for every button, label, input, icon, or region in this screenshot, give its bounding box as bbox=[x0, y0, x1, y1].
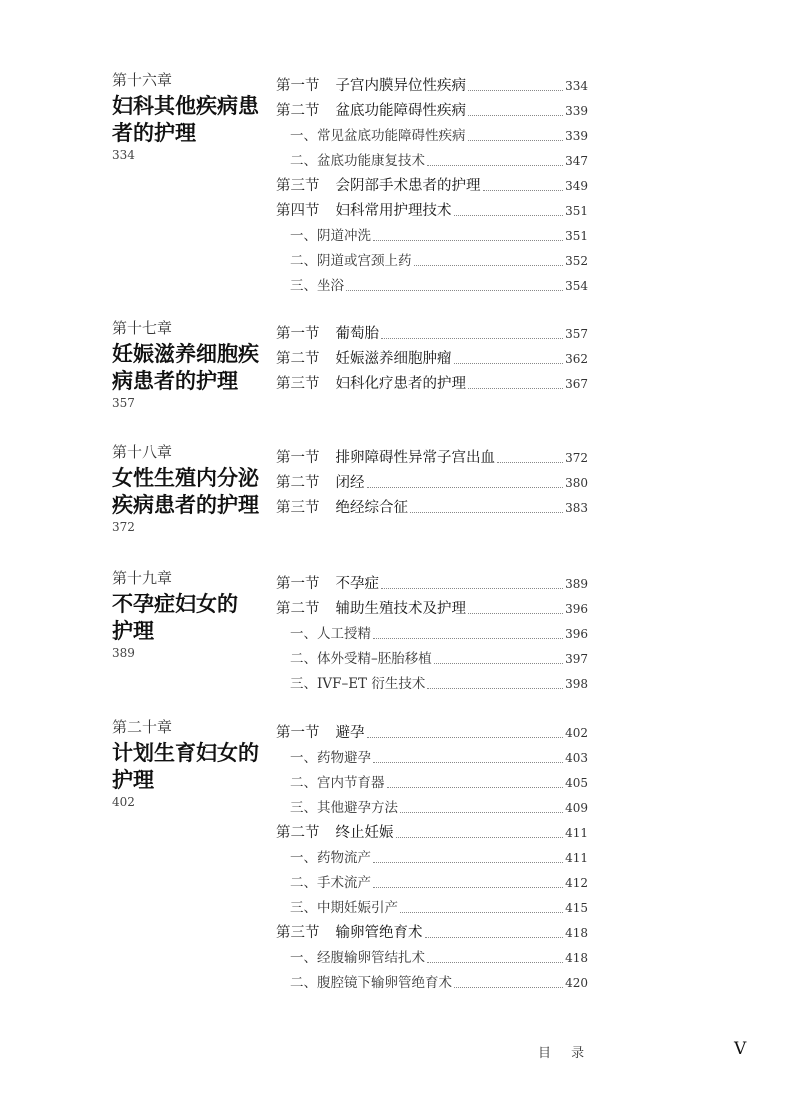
entry-title: 二、宫内节育器 bbox=[290, 775, 385, 791]
section-number: 第一节 bbox=[276, 78, 320, 94]
toc-subsection-entry[interactable] bbox=[276, 245, 588, 270]
entry-page-number: 351 bbox=[565, 204, 588, 218]
chapter-title-line: 护理 bbox=[112, 618, 154, 643]
chapter-start-page: 357 bbox=[112, 396, 135, 410]
section-number: 第二节 bbox=[276, 601, 320, 617]
chapter-number: 第十七章 bbox=[112, 319, 173, 337]
entry-page-number: 420 bbox=[565, 976, 588, 990]
toc-section-entry[interactable] bbox=[276, 343, 588, 368]
entry-page-number: 351 bbox=[565, 229, 588, 243]
toc-section-entry[interactable] bbox=[276, 817, 588, 842]
entry-title: 二、体外受精–胚胎移植 bbox=[290, 651, 432, 667]
entry-page-number: 339 bbox=[565, 129, 588, 143]
dot-leader bbox=[468, 140, 564, 141]
footer-section-label: 目 录 bbox=[538, 1046, 593, 1061]
toc-section-entry[interactable] bbox=[276, 70, 588, 95]
entry-page-number: 396 bbox=[565, 602, 588, 616]
toc-section-entry[interactable] bbox=[276, 717, 588, 742]
toc-section-entry[interactable] bbox=[276, 368, 588, 393]
chapter-entries bbox=[276, 442, 588, 517]
dot-leader bbox=[468, 115, 563, 116]
chapter-title-line: 计划生育妇女的 bbox=[112, 740, 259, 765]
section-number: 第一节 bbox=[276, 450, 320, 466]
entry-title: 一、药物流产 bbox=[290, 850, 371, 866]
toc-section-entry[interactable] bbox=[276, 170, 588, 195]
toc-subsection-entry[interactable] bbox=[276, 270, 588, 295]
section-number: 第二节 bbox=[276, 825, 320, 841]
entry-page-number: 396 bbox=[565, 627, 588, 641]
entry-title: 妇科化疗患者的护理 bbox=[335, 376, 466, 392]
chapter-title bbox=[112, 92, 272, 146]
entry-page-number: 372 bbox=[565, 451, 588, 465]
toc-section-entry[interactable] bbox=[276, 195, 588, 220]
entry-page-number: 409 bbox=[565, 801, 588, 815]
toc-subsection-entry[interactable] bbox=[276, 767, 588, 792]
chapter-title-line: 妊娠滋养细胞疾 bbox=[112, 341, 259, 366]
entry-title: 辅助生殖技术及护理 bbox=[335, 601, 466, 617]
dot-leader bbox=[414, 265, 564, 266]
section-number: 第二节 bbox=[276, 475, 320, 491]
section-number: 第二节 bbox=[276, 103, 320, 119]
dot-leader bbox=[454, 987, 563, 988]
toc-subsection-entry[interactable] bbox=[276, 618, 588, 643]
toc-subsection-entry[interactable] bbox=[276, 792, 588, 817]
entry-page-number: 383 bbox=[565, 501, 588, 515]
chapter-number: 第十六章 bbox=[112, 71, 173, 89]
toc-subsection-entry[interactable] bbox=[276, 120, 588, 145]
dot-leader bbox=[346, 290, 563, 291]
dot-leader bbox=[387, 787, 564, 788]
section-number: 第三节 bbox=[276, 376, 320, 392]
chapter-number: 第二十章 bbox=[112, 718, 173, 736]
entry-title: 不孕症 bbox=[335, 576, 379, 592]
toc-section-entry[interactable] bbox=[276, 442, 588, 467]
entry-page-number: 403 bbox=[565, 751, 588, 765]
toc-subsection-entry[interactable] bbox=[276, 742, 588, 767]
dot-leader bbox=[483, 190, 564, 191]
chapter-number: 第十八章 bbox=[112, 443, 173, 461]
toc-subsection-entry[interactable] bbox=[276, 842, 588, 867]
toc-section-entry[interactable] bbox=[276, 593, 588, 618]
chapter-title-line: 护理 bbox=[112, 767, 154, 792]
entry-title: 一、药物避孕 bbox=[290, 750, 371, 766]
chapter-title-line: 不孕症妇女的 bbox=[112, 591, 238, 616]
chapter-start-page: 372 bbox=[112, 520, 135, 534]
dot-leader bbox=[454, 215, 564, 216]
chapter-heading bbox=[112, 442, 272, 535]
entry-title: 闭经 bbox=[335, 475, 365, 491]
toc-subsection-entry[interactable] bbox=[276, 892, 588, 917]
toc-section-entry[interactable] bbox=[276, 467, 588, 492]
footer-page-number: V bbox=[734, 1039, 747, 1059]
toc-section-entry[interactable] bbox=[276, 568, 588, 593]
section-number: 第二节 bbox=[276, 351, 320, 367]
section-number: 第一节 bbox=[276, 576, 320, 592]
dot-leader bbox=[497, 462, 563, 463]
entry-page-number: 357 bbox=[565, 327, 588, 341]
chapter-title-line: 女性生殖内分泌 bbox=[112, 465, 259, 490]
entry-page-number: 412 bbox=[565, 876, 588, 890]
entry-title: 妇科常用护理技术 bbox=[335, 203, 452, 219]
entry-page-number: 389 bbox=[565, 577, 588, 591]
entry-page-number: 354 bbox=[565, 279, 588, 293]
dot-leader bbox=[373, 240, 563, 241]
toc-subsection-entry[interactable] bbox=[276, 145, 588, 170]
entry-title: 二、盆底功能康复技术 bbox=[290, 153, 425, 169]
chapter-heading bbox=[112, 70, 272, 163]
entry-title: 二、手术流产 bbox=[290, 875, 371, 891]
chapter-heading bbox=[112, 318, 272, 411]
entry-page-number: 398 bbox=[565, 677, 588, 691]
dot-leader bbox=[396, 837, 564, 838]
entry-title: 会阴部手术患者的护理 bbox=[335, 178, 481, 194]
entry-page-number: 362 bbox=[565, 352, 588, 366]
entry-page-number: 380 bbox=[565, 476, 588, 490]
entry-page-number: 367 bbox=[565, 377, 588, 391]
chapter-number: 第十九章 bbox=[112, 569, 173, 587]
entry-title: 妊娠滋养细胞肿瘤 bbox=[335, 351, 452, 367]
entry-page-number: 347 bbox=[565, 154, 588, 168]
chapter-title bbox=[112, 464, 272, 518]
dot-leader bbox=[468, 388, 563, 389]
dot-leader bbox=[425, 937, 564, 938]
entry-title: 三、坐浴 bbox=[290, 278, 344, 294]
dot-leader bbox=[373, 762, 563, 763]
dot-leader bbox=[381, 338, 563, 339]
entry-title: 输卵管绝育术 bbox=[335, 925, 423, 941]
chapter-title-line: 者的护理 bbox=[112, 120, 196, 145]
dot-leader bbox=[400, 812, 563, 813]
entry-page-number: 339 bbox=[565, 104, 588, 118]
dot-leader bbox=[400, 912, 563, 913]
dot-leader bbox=[381, 588, 563, 589]
entry-title: 二、阴道或宫颈上药 bbox=[290, 253, 412, 269]
chapter-start-page: 402 bbox=[112, 795, 135, 809]
toc-subsection-entry[interactable] bbox=[276, 220, 588, 245]
chapter-title bbox=[112, 739, 272, 793]
toc-subsection-entry[interactable] bbox=[276, 867, 588, 892]
entry-page-number: 415 bbox=[565, 901, 588, 915]
toc-subsection-entry[interactable] bbox=[276, 942, 588, 967]
chapter-heading bbox=[112, 568, 272, 661]
section-number: 第三节 bbox=[276, 178, 320, 194]
toc-subsection-entry[interactable] bbox=[276, 643, 588, 668]
section-number: 第三节 bbox=[276, 500, 320, 516]
section-number: 第三节 bbox=[276, 925, 320, 941]
entry-title: 子宫内膜异位性疾病 bbox=[335, 78, 466, 94]
entry-title: 避孕 bbox=[335, 725, 365, 741]
entry-page-number: 405 bbox=[565, 776, 588, 790]
chapter-start-page: 389 bbox=[112, 646, 135, 660]
toc-section-entry[interactable] bbox=[276, 492, 588, 517]
entry-page-number: 411 bbox=[565, 851, 588, 865]
entry-page-number: 397 bbox=[565, 652, 588, 666]
entry-page-number: 418 bbox=[565, 926, 588, 940]
chapter-title bbox=[112, 590, 272, 644]
dot-leader bbox=[427, 688, 563, 689]
dot-leader bbox=[427, 165, 563, 166]
entry-page-number: 411 bbox=[565, 826, 588, 840]
entry-title: 一、阴道冲洗 bbox=[290, 228, 371, 244]
dot-leader bbox=[410, 512, 563, 513]
dot-leader bbox=[427, 962, 563, 963]
toc-section-entry[interactable] bbox=[276, 95, 588, 120]
dot-leader bbox=[373, 638, 563, 639]
entry-page-number: 334 bbox=[565, 79, 588, 93]
dot-leader bbox=[373, 887, 563, 888]
entry-page-number: 418 bbox=[565, 951, 588, 965]
entry-title: 三、IVF–ET 衍生技术 bbox=[290, 676, 426, 692]
chapter-entries bbox=[276, 70, 588, 295]
dot-leader bbox=[367, 487, 564, 488]
toc-subsection-entry[interactable] bbox=[276, 967, 588, 992]
entry-page-number: 349 bbox=[565, 179, 588, 193]
chapter-title-line: 疾病患者的护理 bbox=[112, 492, 259, 517]
dot-leader bbox=[367, 737, 564, 738]
toc-subsection-entry[interactable] bbox=[276, 668, 588, 693]
chapter-title bbox=[112, 340, 272, 394]
entry-page-number: 402 bbox=[565, 726, 588, 740]
entry-title: 一、经腹输卵管结扎术 bbox=[290, 950, 425, 966]
entry-title: 一、常见盆底功能障碍性疾病 bbox=[290, 128, 466, 144]
entry-title: 一、人工授精 bbox=[290, 626, 371, 642]
toc-section-entry[interactable] bbox=[276, 318, 588, 343]
chapter-start-page: 334 bbox=[112, 148, 135, 162]
dot-leader bbox=[454, 363, 564, 364]
entry-title: 盆底功能障碍性疾病 bbox=[335, 103, 466, 119]
entry-title: 三、其他避孕方法 bbox=[290, 800, 398, 816]
entry-page-number: 352 bbox=[565, 254, 588, 268]
chapter-entries bbox=[276, 717, 588, 992]
section-number: 第一节 bbox=[276, 725, 320, 741]
entry-title: 绝经综合征 bbox=[335, 500, 408, 516]
toc-section-entry[interactable] bbox=[276, 917, 588, 942]
entry-title: 排卵障碍性异常子宫出血 bbox=[335, 450, 495, 466]
dot-leader bbox=[373, 862, 563, 863]
entry-title: 终止妊娠 bbox=[335, 825, 394, 841]
chapter-title-line: 病患者的护理 bbox=[112, 368, 238, 393]
chapter-entries bbox=[276, 568, 588, 693]
section-number: 第四节 bbox=[276, 203, 320, 219]
dot-leader bbox=[468, 613, 563, 614]
dot-leader bbox=[434, 663, 563, 664]
chapter-heading bbox=[112, 717, 272, 810]
chapter-entries bbox=[276, 318, 588, 393]
entry-title: 三、中期妊娠引产 bbox=[290, 900, 398, 916]
dot-leader bbox=[468, 90, 563, 91]
entry-title: 葡萄胎 bbox=[335, 326, 379, 342]
section-number: 第一节 bbox=[276, 326, 320, 342]
chapter-title-line: 妇科其他疾病患 bbox=[112, 93, 259, 118]
entry-title: 二、腹腔镜下输卵管绝育术 bbox=[290, 975, 452, 991]
